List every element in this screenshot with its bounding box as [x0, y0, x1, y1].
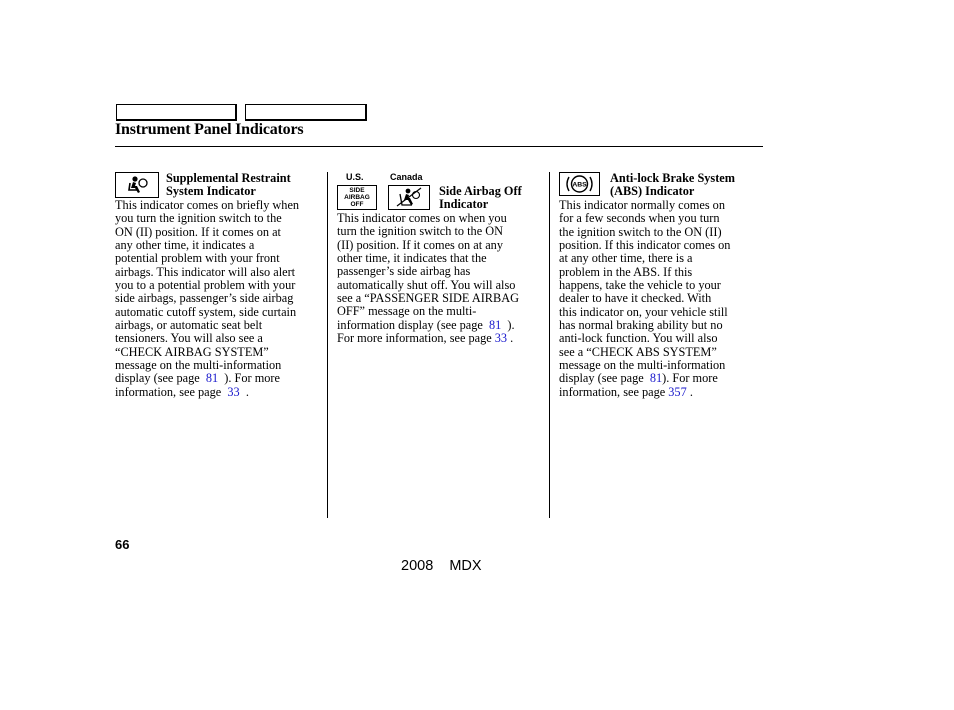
abs-heading: Anti-lock Brake System (ABS) Indicator [610, 171, 736, 199]
page-ref-link[interactable]: 81 [488, 317, 502, 332]
page-ref-link[interactable]: 357 [668, 384, 687, 399]
page-ref-link[interactable]: 81 [205, 371, 219, 386]
page-ref-link[interactable]: 81 [649, 371, 663, 386]
abs-icon-text: ABS [572, 181, 587, 189]
column-divider-1 [327, 172, 328, 518]
nav-tab-box-2[interactable] [245, 104, 367, 121]
airbag-indicator-icon [115, 172, 159, 198]
page-ref-link[interactable]: 33 [494, 331, 508, 346]
page-title: Instrument Panel Indicators [115, 121, 304, 138]
footer-model: 2008 MDX [401, 558, 482, 574]
abs-indicator-icon [559, 172, 600, 196]
side-airbag-off-canada-icon [388, 185, 430, 210]
srs-heading: Supplemental Restraint System Indicator [166, 171, 291, 199]
page-number: 66 [115, 537, 130, 552]
side-airbag-off-body-text: This indicator comes on when you turn the ignition switch to the ON (II) position. If it comes on at any other time, it indicates that the passenger’s side airbag has automatically shut off. You will also see a “PASSENGER SIDE AIRBAG OFF” message on the multi- information display (see page 81 ). For more information, see page 33 . [337, 211, 519, 346]
nav-tab-box-1[interactable] [116, 104, 237, 121]
title-divider [115, 146, 763, 147]
side-airbag-off-us-icon: SIDE AIRBAG OFF [337, 185, 377, 210]
column-divider-2 [549, 172, 550, 518]
abs-body-text: This indicator normally comes on for a few seconds when you turn the ignition switch to the ON (II) position. If this indicator comes on at any other time, there is a problem in the ABS. If this happens, take the vehicle to your dealer to have it checked. With this indicator on, your vehicle still has normal braking ability but no anti-lock function. You will also see a “CHECK ABS SYSTEM” message on the multi-information display (see page 81). For more information, see page 357 . [559, 198, 731, 399]
srs-body-text: This indicator comes on briefly when you turn the ignition switch to the ON (II) position. If it comes on at any other time, it indicates a potential problem with your front airbags. This indicator will also alert you to a potential problem with your side airbags, passenger’s side airbag automatic cutoff system, side curtain airbags, or automatic seat belt tensioners. You will also see a “CHECK AIRBAG SYSTEM” message on the multi-information display (see page 81 ). For more information, see page 33 . [115, 198, 300, 399]
side-airbag-off-heading: Side Airbag Off Indicator [439, 184, 522, 212]
page-ref-link[interactable]: 33 [227, 384, 240, 399]
us-label: U.S. [346, 172, 364, 182]
canada-label: Canada [390, 172, 423, 182]
